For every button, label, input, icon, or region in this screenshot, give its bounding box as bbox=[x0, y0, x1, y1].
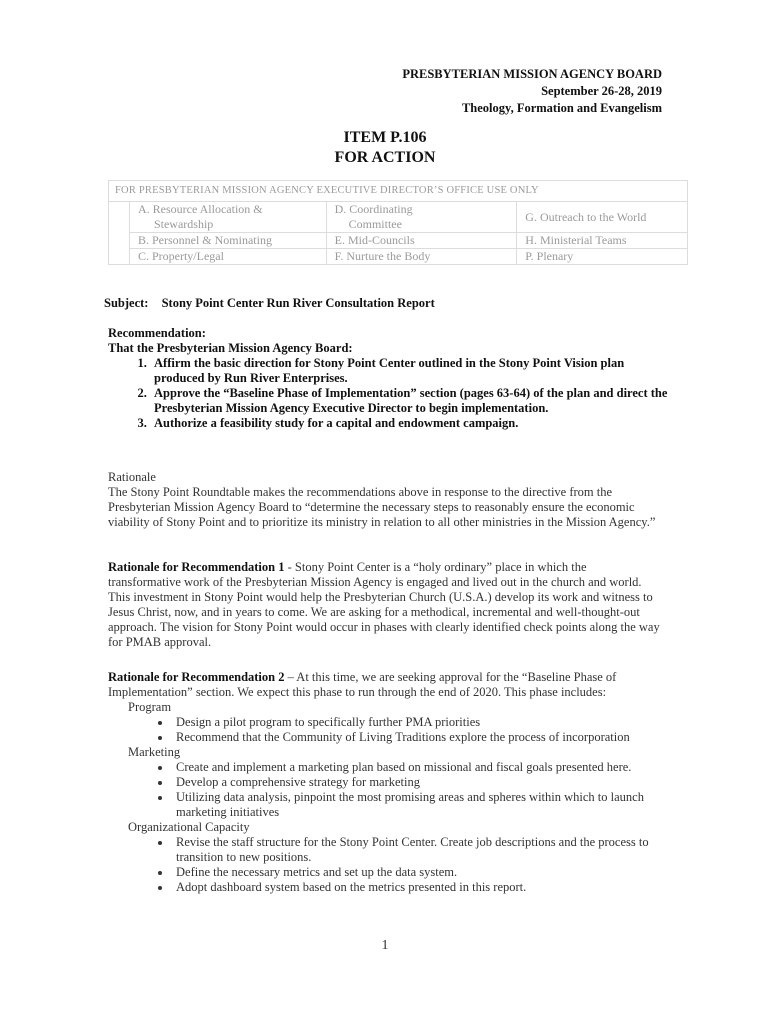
office-cell-p: P. Plenary bbox=[525, 249, 574, 263]
org-capacity-list bbox=[108, 835, 660, 895]
recommendation-list bbox=[108, 356, 668, 431]
office-table-blank-column bbox=[109, 202, 130, 264]
subject-label: Subject: bbox=[104, 296, 149, 310]
recommendation-section bbox=[108, 326, 668, 431]
office-table-caption: FOR PRESBYTERIAN MISSION AGENCY EXECUTIVE DIRECTOR’S OFFICE USE ONLY bbox=[109, 181, 687, 202]
office-cell-d-line2: Committee bbox=[348, 217, 402, 231]
marketing-label: Marketing bbox=[128, 745, 181, 759]
office-table-column-d bbox=[327, 202, 518, 264]
office-cell-h: H. Ministerial Teams bbox=[517, 233, 687, 249]
list-item: • Utilizing data analysis, pinpoint the most promising areas and spheres within which to launch marketing initiatives bbox=[172, 790, 660, 820]
header-org: PRESBYTERIAN MISSION AGENCY BOARD bbox=[402, 67, 662, 81]
office-cell-d-line1: D. Coordinating bbox=[334, 202, 413, 216]
office-cell-c: C. Property/Legal bbox=[137, 249, 224, 263]
recommendation-item: 2. Approve the “Baseline Phase of Implementation” section (pages 63-64) of the plan and direct the Presbyterian Mission Agency Executive Director to begin implementation. bbox=[150, 386, 668, 416]
rationale-2-heading: Rationale for Recommendation 2 bbox=[108, 670, 285, 684]
office-use-table bbox=[108, 180, 688, 265]
org-capacity-label: Organizational Capacity bbox=[128, 820, 250, 834]
rationale-1-text: - Stony Point Center is a “holy ordinary” place in which the transformative work of the Presbyterian Mission Agency is engaged and lived out in the church and world. This investment in Stony Point would help the Presbyterian Church (U.S.A.) develop its work and witness to Jesus Christ, now, and in years to come. We are asking for a methodical, incremental and well-thought-out approach. The vision for Stony Point would occur in phases with clearly identified check points along the way for PMAB approval. bbox=[108, 560, 660, 649]
office-table-column-a bbox=[130, 202, 327, 264]
office-cell-e: E. Mid-Councils bbox=[327, 233, 517, 249]
rationale-heading: Rationale bbox=[108, 470, 156, 484]
rationale-2-text: – At this time, we are seeking approval for the “Baseline Phase of Implementation” section. We expect this phase to run through the end of 2020. This phase includes: bbox=[108, 670, 617, 699]
office-cell-b: B. Personnel & Nominating bbox=[130, 233, 326, 249]
subject-text: Stony Point Center Run River Consultation Report bbox=[161, 296, 435, 310]
subject-line bbox=[104, 296, 435, 311]
list-item: • Revise the staff structure for the Stony Point Center. Create job descriptions and the process to transition to new positions. bbox=[172, 835, 660, 865]
header-committee: Theology, Formation and Evangelism bbox=[461, 101, 662, 115]
recommendation-intro: That the Presbyterian Mission Agency Board: bbox=[108, 341, 353, 355]
rationale-1-section bbox=[108, 560, 660, 650]
document-header bbox=[402, 66, 662, 117]
office-cell-a-line2: Stewardship bbox=[153, 217, 214, 231]
program-label: Program bbox=[128, 700, 172, 714]
office-cell-a bbox=[130, 202, 326, 233]
page-number: 1 bbox=[381, 938, 389, 953]
office-cell-d bbox=[327, 202, 517, 233]
rationale-section bbox=[108, 470, 660, 530]
marketing-list bbox=[108, 760, 660, 820]
list-item: • Design a pilot program to specifically further PMA priorities bbox=[172, 715, 660, 730]
rationale-2-section bbox=[108, 670, 660, 895]
office-table-grid bbox=[109, 202, 687, 264]
list-item: • Recommend that the Community of Living Traditions explore the process of incorporation bbox=[172, 730, 660, 745]
header-dates: September 26-28, 2019 bbox=[541, 84, 662, 98]
recommendation-item: 3. Authorize a feasibility study for a capital and endowment campaign. bbox=[150, 416, 668, 431]
list-item: • Define the necessary metrics and set up the data system. bbox=[172, 865, 660, 880]
list-item: • Develop a comprehensive strategy for marketing bbox=[172, 775, 660, 790]
program-list bbox=[108, 715, 660, 745]
rationale-1-heading: Rationale for Recommendation 1 bbox=[108, 560, 285, 574]
rationale-text: The Stony Point Roundtable makes the recommendations above in response to the directive from the Presbyterian Mission Agency Board to “determine the necessary steps to reasonably ensure the economic viability of Stony Point and to prioritize its ministry in relation to all other ministries in the Mission Agency.” bbox=[108, 485, 656, 529]
office-cell-f: F. Nurture the Body bbox=[334, 249, 431, 263]
office-cell-g: G. Outreach to the World bbox=[517, 202, 687, 233]
office-cell-a-line1: A. Resource Allocation & bbox=[137, 202, 263, 216]
recommendation-item: 1. Affirm the basic direction for Stony Point Center outlined in the Stony Point Vision plan produced by Run River Enterprises. bbox=[150, 356, 668, 386]
list-item: • Create and implement a marketing plan based on missional and fiscal goals presented here. bbox=[172, 760, 660, 775]
recommendation-heading: Recommendation: bbox=[108, 326, 206, 340]
office-table-column-g bbox=[517, 202, 687, 264]
item-title bbox=[0, 128, 770, 168]
list-item: • Adopt dashboard system based on the metrics presented in this report. bbox=[172, 880, 660, 895]
item-action: FOR ACTION bbox=[334, 149, 436, 166]
item-number: ITEM P.106 bbox=[343, 129, 427, 146]
